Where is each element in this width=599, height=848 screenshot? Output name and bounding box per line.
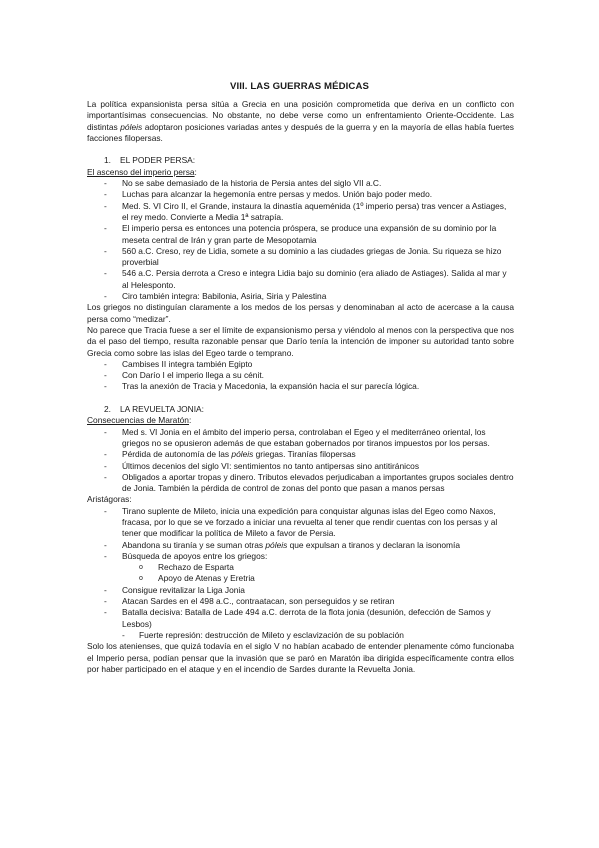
list-item: - Últimos decenios del siglo VI: sentimientos no tanto antipersas sino antitiránicos xyxy=(87,461,514,472)
list-item: - Consigue revitalizar la Liga Jonia xyxy=(87,585,514,596)
list-item: - El imperio persa es entonces una potencia próspera, se produce una expansión de su dominio por la meseta central de Irán y gran parte de Mesopotamia xyxy=(87,223,514,246)
page-title: VIII. LAS GUERRAS MÉDICAS xyxy=(230,81,369,92)
section-2-list xyxy=(87,427,514,495)
list-item: - Batalla decisiva: Batalla de Lade 494 a.C. derrota de la flota jonia (desunión, defección de Samos y Lesbos) xyxy=(87,607,514,630)
intro-text-end: adoptaron posiciones variadas antes y después de la guerra y en la mayoría de ellas había fuertes facciones filopersas. xyxy=(87,121,514,143)
list-item-nested: - Fuerte represión: destrucción de Mileto y esclavización de su población xyxy=(87,630,514,641)
list-item: - Luchas para alcanzar la hegemonía entre persas y medos. Unión bajo poder medo. xyxy=(87,189,514,200)
subheading-text: Consecuencias de Maratón xyxy=(87,415,189,426)
list-item-emphasis: póleis xyxy=(265,539,288,550)
subheading-text: El ascenso del imperio persa xyxy=(87,166,195,177)
list-item: - Atacan Sardes en el 498 a.C., contraatacan, son perseguidos y se retiran xyxy=(87,596,514,607)
document-body xyxy=(87,99,514,675)
section-number: 2. xyxy=(104,404,111,415)
subheading-colon: : xyxy=(188,415,192,426)
list-item: - Tirano suplente de Mileto, inicia una expedición para conquistar algunas islas del Egeo como Naxos, fracasa, por lo que se ve forzado a iniciar una revuelta al tener que rendir cuentas con los persas y al tener que modificar la política de Mileto a favor de Persia. xyxy=(87,506,514,540)
sublist-item: o Apoyo de Atenas y Eretria xyxy=(87,573,514,584)
section-title: EL PODER PERSA: xyxy=(120,155,196,166)
sublist-item: o Rechazo de Esparta xyxy=(87,562,514,573)
section-2-heading xyxy=(87,404,514,415)
list-item: - Med s. VI Jonia en el ámbito del imperio persa, controlaban el Egeo y el mediterráneo oriental, los griegos no se opusieron además de que estaban gobernados por tiranos impuestos por los persas. xyxy=(87,427,514,450)
section-1-list-2 xyxy=(87,359,514,393)
list-item-emphasis: póleis xyxy=(231,449,254,460)
list-item: - 560 a.C. Creso, rey de Lidia, somete a su dominio a las ciudades griegas de Jonia. Su riqueza se hizo proverbial xyxy=(87,246,514,269)
intro-paragraph xyxy=(87,99,514,144)
list-item: - Obligados a aportar tropas y dinero. Tributos elevados perjudicaban a importantes grupos sociales dentro de Jonia. También la pérdida de control de zonas del ponto que pasan a manos persas xyxy=(87,472,514,495)
list-item: - Ciro también integra: Babilonia, Asiria, Siria y Palestina xyxy=(87,291,514,302)
list-item-text-end: griegas. Tiranías filopersas xyxy=(253,449,356,460)
aristagoras-list xyxy=(87,506,514,642)
list-item: - Con Darío I el imperio llega a su cénit. xyxy=(87,370,514,381)
intro-emphasis: póleis xyxy=(120,121,143,132)
subheading-colon: : xyxy=(194,166,197,177)
supports-sublist xyxy=(87,562,514,585)
section-1-subheading xyxy=(87,167,514,178)
list-item: - 546 a.C. Persia derrota a Creso e integra Lidia bajo su dominio (era aliado de Astiages). Salida al mar y al Helesponto. xyxy=(87,268,514,291)
list-item xyxy=(87,551,514,585)
intro-text: La política expansionista persa sitúa a Grecia en una posición comprometida que deriva en un conflicto con importantísimas consecuencias. No obstante, no debe verse como un enfrentamiento Oriente-Occidente. Las distintas xyxy=(87,99,514,132)
list-item-text: Pérdida de autonomía de las xyxy=(122,449,232,460)
section-1-heading xyxy=(87,155,514,166)
closing-paragraph: Solo los atenienses, que quizá todavía en el siglo V no habían acabado de entender plenamente cómo funcionaba el Imperio persa, podían pensar que la invasión que se paró en Maratón iba dirigida específicamente contra ellos por haber participado en el ataque y en el incendio de Sardes durante la Revuelta Jonia. xyxy=(87,641,514,674)
list-item-text: Abandona su tiranía y se suman otras xyxy=(122,539,266,550)
section-2-subheading xyxy=(87,415,514,426)
tracia-paragraph: No parece que Tracia fuese a ser el límite de expansionismo persa y viéndolo al menos con la perspectiva que nos da el paso del tiempo, resulta razonable pensar que Darío tenía la intención de imponer su autoridad tanto sobre Grecia como sobre las islas del Egeo tarde o temprano. xyxy=(87,324,514,358)
list-item: - Tras la anexión de Tracia y Macedonia, la expansión hacia el sur parecía lógica. xyxy=(87,381,514,392)
section-1-list xyxy=(87,178,514,302)
section-number: 1. xyxy=(104,155,111,166)
list-item: - No se sabe demasiado de la historia de Persia antes del siglo VII a.C. xyxy=(87,178,514,189)
list-item-text: Búsqueda de apoyos entre los griegos: xyxy=(122,550,268,561)
medizar-paragraph: Los griegos no distinguían claramente a los medos de los persas y denominaban al acto de acercase a la causa persa como “medizar”. xyxy=(87,302,514,324)
aristagoras-label: Aristágoras: xyxy=(87,494,132,505)
list-item: - Med. S. VI Ciro II, el Grande, instaura la dinastía aqueménida (1º imperio persa) tras vencer a Astiages, el rey medo. Convierte a Media 1ª satrapía. xyxy=(87,201,514,224)
list-item: - Cambises II integra también Egipto xyxy=(87,359,514,370)
list-item xyxy=(87,449,514,460)
section-title: LA REVUELTA JONIA: xyxy=(120,404,204,415)
list-item xyxy=(87,540,514,551)
list-item-text-end: que expulsan a tiranos y declaran la isonomía xyxy=(287,539,461,550)
